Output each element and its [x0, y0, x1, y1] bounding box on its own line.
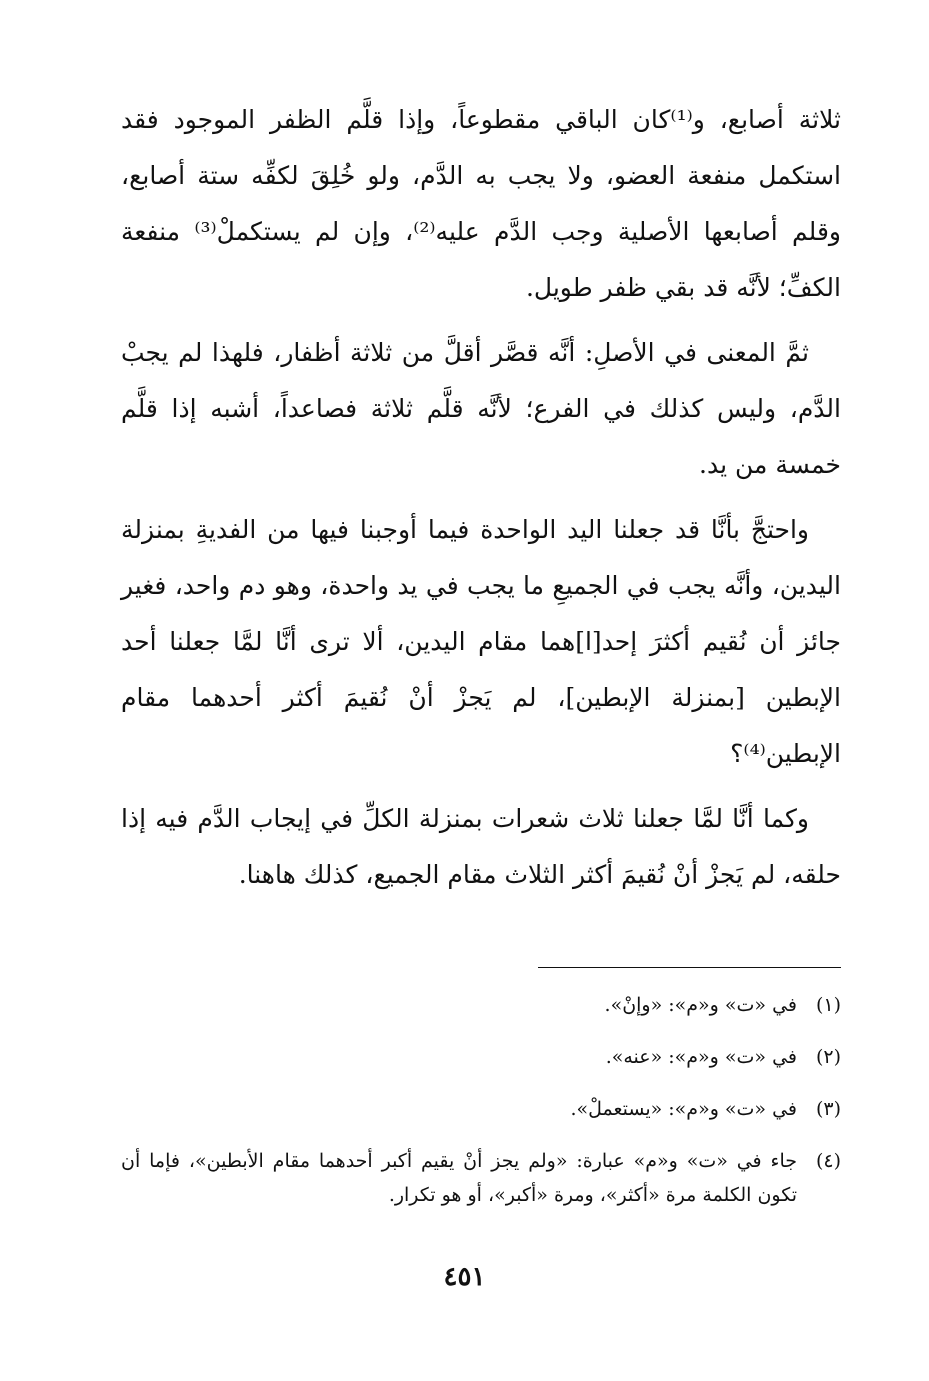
footnote-text: في «ت» و«م»: «يستعملْ». — [570, 1098, 797, 1120]
footnote-4 — [121, 1144, 841, 1212]
footnotes — [121, 988, 841, 1230]
footnote-number: (١) — [815, 994, 841, 1016]
paragraph-1: ثلاثة أصابع، و⁽¹⁾كان الباقي مقطوعاً، وإذا قلَّم الظفر الموجود فقد استكمل منفعة العضو، ولا يجب به الدَّم، ولو خُلِقَ لكفِّه ستة أصابع، وقلم أصابعها الأصلية وجب الدَّم عليه⁽²⁾، وإن لم يستكملْ⁽³⁾ منفعة الكفِّ؛ لأنَّه قد بقي ظفر طويل. — [121, 105, 841, 302]
paragraph-2: ثمَّ المعنى في الأصلِ: أنَّه قصَّر أقلَّ من ثلاثة أظفار، فلهذا لم يجبْ الدَّم، وليس كذلك في الفرع؛ لأنَّه قلَّم ثلاثة فصاعداً، أشبه إذا قلَّم خمسة من يد. — [121, 338, 841, 479]
footnote-number: (٢) — [815, 1046, 841, 1068]
paragraph-4: وكما أنَّا لمَّا جعلنا ثلاث شعرات بمنزلة الكلِّ في إيجاب الدَّم فيه إذا حلقه، لم يَجزْ أنْ نُقيمَ أكثر الثلاث مقام الجميع، كذلك هاهنا. — [121, 804, 841, 889]
footnote-number: (٤) — [815, 1150, 841, 1172]
main-text — [121, 92, 841, 912]
footnote-divider — [538, 967, 841, 968]
footnote-text: في «ت» و«م»: «عنه». — [605, 1046, 797, 1068]
footnote-2 — [121, 1040, 841, 1074]
footnote-3 — [121, 1092, 841, 1126]
footnote-number: (٣) — [815, 1098, 841, 1120]
footnote-text: جاء في «ت» و«م» عبارة: «ولم يجز أنْ يقيم أكبر أحدهما مقام الأبطين»، فإما أن تكون الكلمة مرة «أكثر»، ومرة «أكبر»، أو هو تكرار. — [121, 1150, 797, 1206]
paragraph-3: واحتجَّ بأنَّا قد جعلنا اليد الواحدة فيما أوجبنا فيها من الفديةِ بمنزلة اليدين، وأنَّه يجب في الجميعِ ما يجب في يد واحدة، وهو دم واحد، فغير جائز أن نُقيم أكثرَ إحد[ا]هما مقام اليدين، ألا ترى أنَّا لمَّا جعلنا أحد الإبطين [بمنزلة الإبطين]، لم يَجزْ أنْ نُقيمَ أكثر أحدهما مقام الإبطين⁽⁴⁾؟ — [121, 515, 841, 768]
footnote-text: في «ت» و«م»: «وإنْ». — [604, 994, 797, 1016]
footnote-1 — [121, 988, 841, 1022]
page-number: ٤٥١ — [443, 1262, 486, 1292]
